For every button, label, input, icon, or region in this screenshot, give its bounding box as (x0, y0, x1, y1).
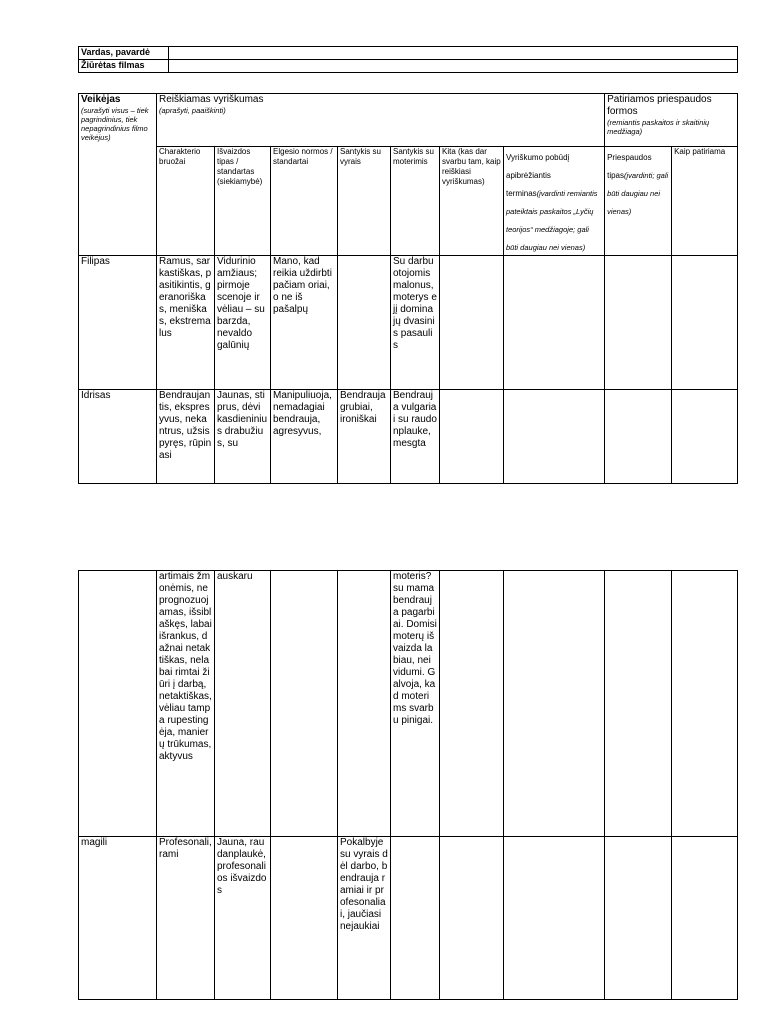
cell-term[interactable] (504, 256, 605, 390)
subheader-behavior: Elgesio normos / standartai (271, 147, 338, 256)
header-character-note: (surašyti visus – tiek pagrindinius, tiek nepagrindinius filmo veikėjus) (81, 106, 149, 142)
cell-behavior[interactable]: Manipuliuoja, nemadagiai bendrauja, agresyvus, (271, 390, 338, 484)
cell-how[interactable] (672, 390, 738, 484)
cell-traits[interactable]: artimais žmonėmis, neprognozuojamas, išsiblaškęs, labai išrankus, dažnai netaktiškas, nelabai rimtai žiūri į darbą, netaktiškas, vėliau tampa rupestingėja, manierų trūkumas, aktyvus (157, 571, 215, 837)
film-label: Žiūrėtas filmas (79, 60, 169, 73)
cell-traits[interactable]: Profesonali, rami (157, 837, 215, 1000)
cell-other[interactable] (440, 571, 504, 837)
subheader-term (504, 147, 605, 256)
cell-term[interactable] (504, 390, 605, 484)
cell-character[interactable]: magili (79, 837, 157, 1000)
cell-how[interactable] (672, 837, 738, 1000)
cell-oppression-type[interactable] (605, 256, 672, 390)
cell-appearance[interactable]: Vidurinio amžiaus; pirmoje scenoje ir vėliau – su barzda, nevaldo galūnių (215, 256, 271, 390)
cell-appearance[interactable]: Jaunas, stiprus, dėvi kasdieninius drabužius, su (215, 390, 271, 484)
cell-character[interactable]: Filipas (79, 256, 157, 390)
cell-men[interactable]: Bendrauja grubiai, ironiškai (338, 390, 391, 484)
cell-term[interactable] (504, 837, 605, 1000)
cell-term[interactable] (504, 571, 605, 837)
header-character (79, 94, 157, 256)
cell-other[interactable] (440, 390, 504, 484)
header-oppression (605, 94, 738, 147)
subheader-men: Santykis su vyrais (338, 147, 391, 256)
cell-women[interactable] (391, 837, 440, 1000)
table-row (79, 571, 738, 837)
header-masculinity-note: (aprašyti, paaiškinti) (159, 106, 226, 115)
subheader-term-title: Vyriškumo pobūdį apibrėžiantis terminas (506, 153, 570, 198)
cell-oppression-type[interactable] (605, 837, 672, 1000)
subheader-women: Santykis su moterimis (391, 147, 440, 256)
header-character-title: Veikėjas (81, 94, 121, 105)
cell-how[interactable] (672, 256, 738, 390)
subheader-oppression-type (605, 147, 672, 256)
subheader-appearance: Išvaizdos tipas / standartas (siekiamybė) (215, 147, 271, 256)
cell-how[interactable] (672, 571, 738, 837)
header-masculinity (157, 94, 605, 147)
header-masculinity-title: Reiškiamas vyriškumas (159, 94, 264, 105)
cell-behavior[interactable] (271, 571, 338, 837)
cell-women[interactable]: Su darbuotojomis malonus, moterys e jį domina jų dvasinis pasaulis (391, 256, 440, 390)
cell-behavior[interactable] (271, 837, 338, 1000)
name-label: Vardas, pavardė (79, 47, 169, 60)
film-field[interactable] (169, 60, 738, 73)
subheader-traits: Charakterio bruožai (157, 147, 215, 256)
header-oppression-title: Patiriamos priespaudos formos (607, 94, 712, 117)
cell-other[interactable] (440, 256, 504, 390)
cell-men[interactable]: Pokalbyje su vyrais dėl darbo, bendrauja ramiai ir profesonaliai, jaučiasi nejaukiai (338, 837, 391, 1000)
cell-appearance[interactable]: auskaru (215, 571, 271, 837)
cell-women[interactable]: Bendrauja vulgariai su raudonplauke, mesgta (391, 390, 440, 484)
analysis-table (78, 93, 738, 484)
cell-character[interactable]: Idrisas (79, 390, 157, 484)
cell-oppression-type[interactable] (605, 390, 672, 484)
cell-traits[interactable]: Ramus, sarkastiškas, pasitikintis, geranoriškas, meniškas, ekstremalus (157, 256, 215, 390)
cell-oppression-type[interactable] (605, 571, 672, 837)
subheader-other: Kita (kas dar svarbu tam, kaip reiškiasi vyriškumas) (440, 147, 504, 256)
cell-character[interactable] (79, 571, 157, 837)
subheader-oppression-type-title: Priespaudos tipas (607, 153, 652, 180)
table-row (79, 390, 738, 484)
name-field[interactable] (169, 47, 738, 60)
cell-appearance[interactable]: Jauna, raudanplaukė, profesonalios išvaizdos (215, 837, 271, 1000)
subheader-term-note: (įvardinti remiantis pateiktais paskaitos „Lyčių teorijos“ medžiagoje; gali būti daugiau nei vienas) (506, 189, 598, 252)
cell-women[interactable]: moteris? su mama bendrauja pagarbiai. Domisi moterų išvaizda labiau, nei vidumi. Galvoja, kad moterims svarbu pinigai. (391, 571, 440, 837)
cell-behavior[interactable]: Mano, kad reikia uždirbti pačiam oriai, o ne iš pašalpų (271, 256, 338, 390)
continuation-table (78, 570, 738, 1000)
subheader-oppression-type-note: (įvardinti; gali būti daugiau nei vienas) (607, 171, 669, 216)
cell-men[interactable] (338, 571, 391, 837)
cell-men[interactable] (338, 256, 391, 390)
cell-other[interactable] (440, 837, 504, 1000)
table-row (79, 837, 738, 1000)
header-oppression-note: (remiantis paskaitos ir skaitinių medžiaga) (607, 118, 710, 136)
table-row (79, 256, 738, 390)
subheader-how: Kaip patiriama (672, 147, 738, 256)
info-table (78, 46, 738, 73)
cell-traits[interactable]: Bendraujantis, ekspresyvus, nekantrus, užsispyręs, rūpinasi (157, 390, 215, 484)
